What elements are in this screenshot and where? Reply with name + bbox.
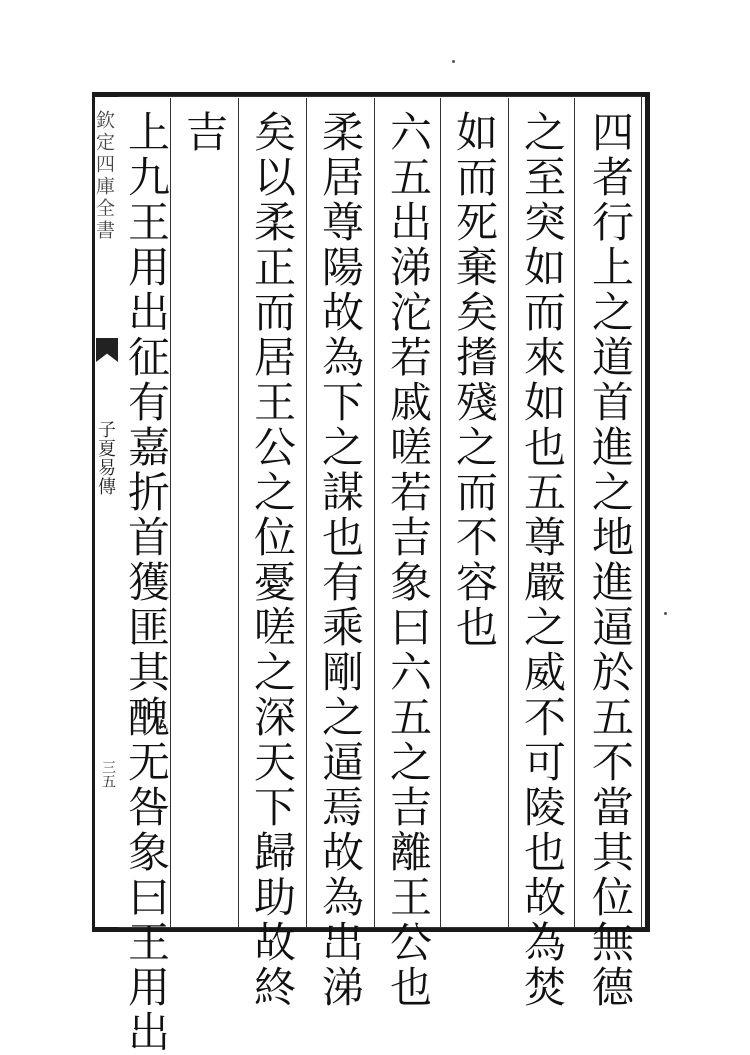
column-rule (508, 98, 509, 928)
text-column-1: 四者行上之道首進之地進逼於五不當其位無德 (586, 110, 635, 1010)
paper-speck (664, 612, 667, 615)
text-column-3: 如而死棄矣搘殘之而不容也 (450, 110, 499, 650)
column-rule (374, 98, 375, 928)
margin-book-title: 欽定四庫全書 (93, 110, 115, 242)
text-column-6: 矣以柔正而居王公之位憂嗟之深天下歸助故終 (248, 110, 297, 1010)
text-column-5: 柔居尊陽故為下之謀也有乘剛之逼焉故為出涕 (316, 110, 365, 1010)
column-rule (574, 98, 575, 928)
text-column-2: 之至突如而來如也五尊嚴之威不可陵也故為焚 (518, 110, 567, 1010)
text-column-8: 上九王用出征有嘉折首獲匪其醜无咎象曰王用出 (122, 110, 171, 1055)
paper-speck (452, 60, 455, 63)
margin-page-number: 三五 (100, 760, 116, 788)
margin-section-title: 子夏易傳 (95, 420, 116, 496)
column-rule (306, 98, 307, 928)
text-column-4: 六五出涕沱若戚嗟若吉象曰六五之吉離王公也 (384, 110, 433, 1010)
column-rule (440, 98, 441, 928)
column-rule (238, 98, 239, 928)
text-column-7: 吉 (180, 110, 229, 155)
